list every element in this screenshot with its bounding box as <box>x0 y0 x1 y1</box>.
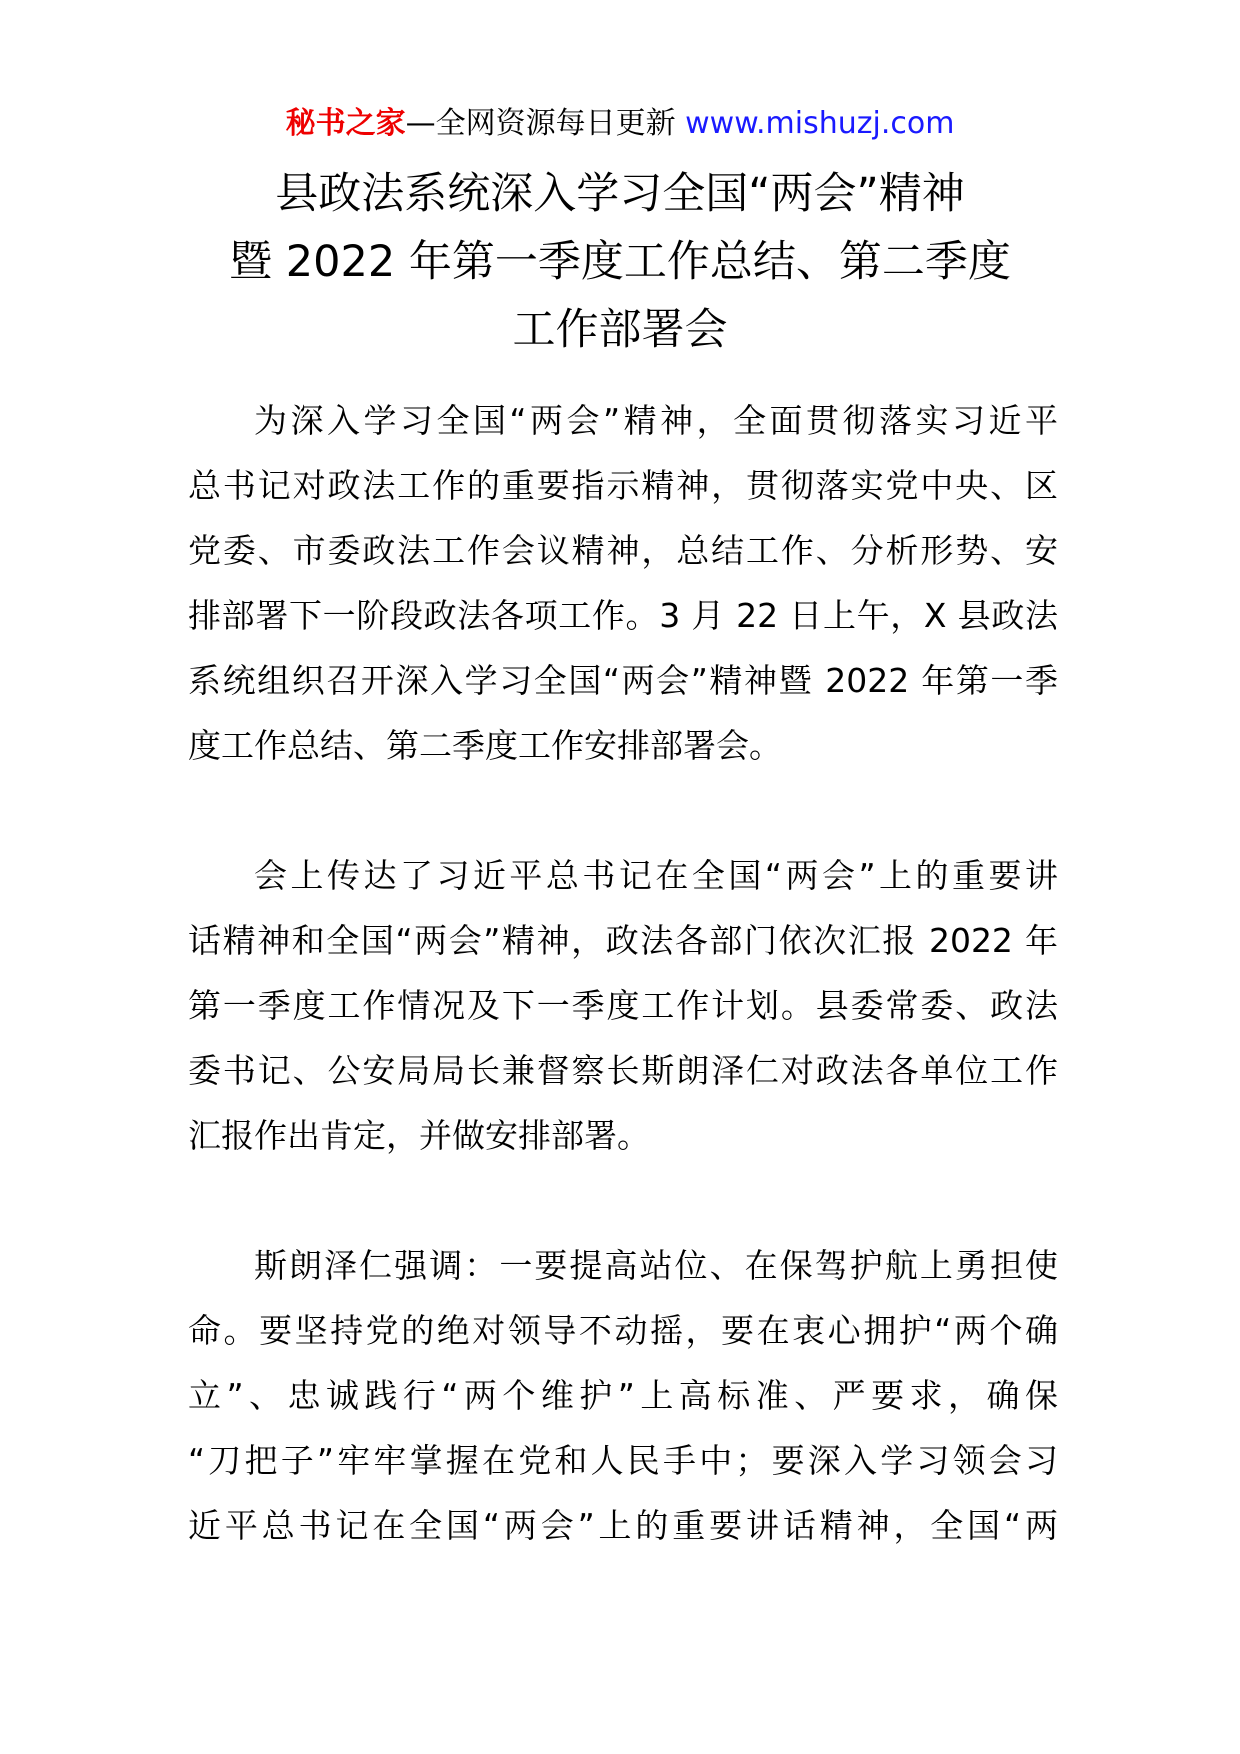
text-line: 近平总书记在全国“两会”上的重要讲话精神，全国“两 <box>188 1506 1058 1545</box>
text-line: 总书记对政法工作的重要指示精神，贯彻落实党中央、区 <box>188 466 1058 505</box>
text-line: 立”、忠诚践行“两个维护”上高标准、严要求，确保 <box>188 1376 1058 1415</box>
header-tagline: —全网资源每日更新 <box>405 106 686 141</box>
paragraph-1 <box>188 388 1058 778</box>
text-line: 会上传达了习近平总书记在全国“两会”上的重要讲 <box>254 856 1058 895</box>
document-title <box>0 160 1240 364</box>
text-line: 党委、市委政法工作会议精神，总结工作、分析形势、安 <box>188 531 1058 570</box>
title-line: 县政法系统深入学习全国“两会”精神 <box>275 169 965 219</box>
site-link[interactable]: www.mishuzj.com <box>685 106 955 141</box>
text-line: “刀把子”牢牢掌握在党和人民手中；要深入学习领会习 <box>188 1441 1058 1480</box>
text-line: 命。要坚持党的绝对领导不动摇，要在衷心拥护“两个确 <box>188 1311 1058 1350</box>
text-line: 斯朗泽仁强调：一要提高站位、在保驾护航上勇担使 <box>254 1246 1058 1285</box>
site-header <box>0 104 1240 144</box>
title-line: 暨 2022 年第一季度工作总结、第二季度 <box>229 237 1011 287</box>
paragraph-2 <box>188 843 1058 1168</box>
document-body <box>188 388 1058 1623</box>
text-line: 排部署下一阶段政法各项工作。3 月 22 日上午，X 县政法 <box>188 596 1058 635</box>
text-line: 委书记、公安局局长兼督察长斯朗泽仁对政法各单位工作 <box>188 1051 1058 1090</box>
text-line: 话精神和全国“两会”精神，政法各部门依次汇报 2022 年 <box>188 921 1058 960</box>
text-line: 系统组织召开深入学习全国“两会”精神暨 2022 年第一季 <box>188 661 1058 700</box>
title-line: 工作部署会 <box>512 305 728 355</box>
paragraph-3 <box>188 1233 1058 1558</box>
text-line: 汇报作出肯定，并做安排部署。 <box>188 1116 650 1155</box>
brand-name: 秘书之家 <box>285 106 406 141</box>
text-line: 第一季度工作情况及下一季度工作计划。县委常委、政法 <box>188 986 1058 1025</box>
text-line: 为深入学习全国“两会”精神，全面贯彻落实习近平 <box>254 401 1058 440</box>
text-line: 度工作总结、第二季度工作安排部署会。 <box>188 726 782 765</box>
